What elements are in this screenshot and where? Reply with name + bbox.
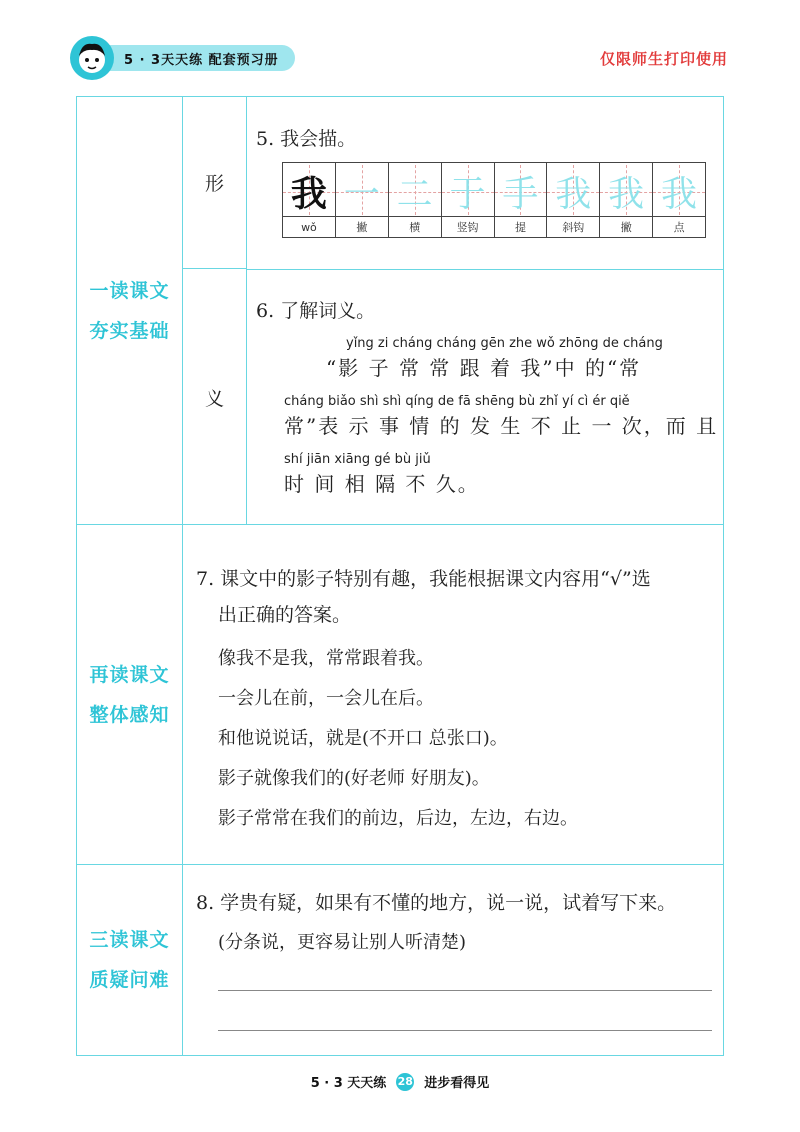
- stroke-label: 提: [495, 216, 547, 237]
- q7-line-2: 一会儿在前，一会儿在后。: [218, 688, 434, 709]
- stroke-cell[interactable]: [283, 163, 336, 237]
- mascot-icon: [70, 36, 114, 80]
- stroke-cell[interactable]: [495, 163, 548, 237]
- stroke-label: wǒ: [283, 216, 335, 237]
- section-one-line1: 一读课文: [89, 279, 170, 302]
- q7-line-3[interactable]: 和他说说话，就是(不开口 总张口)。: [218, 728, 508, 749]
- q7-line-5: 影子常常在我们的前边，后边，左边，右边。: [218, 808, 578, 829]
- stroke-cell[interactable]: [653, 163, 705, 237]
- section-one-line2: 夯实基础: [89, 319, 170, 342]
- stroke-char: 二: [396, 173, 433, 215]
- footer-left: 5 · 3 天天练: [310, 1076, 387, 1091]
- series-badge: 5 · 3天天练 配套预习册: [106, 45, 295, 71]
- stroke-char: 我: [290, 172, 327, 215]
- q6-pinyin-2: cháng biǎo shì shì qíng de fā shēng bù zhǐ yí cì ér qiě: [284, 394, 630, 409]
- q6-title: 6. 了解词义。: [256, 300, 376, 322]
- footer-right: 进步看得见: [424, 1076, 490, 1091]
- stroke-cell[interactable]: [600, 163, 653, 237]
- answer-line-2[interactable]: [218, 1030, 712, 1031]
- stroke-cell[interactable]: [547, 163, 600, 237]
- stroke-label: 横: [389, 216, 441, 237]
- section-three-label: [77, 865, 183, 1055]
- stroke-char: 于: [449, 173, 486, 215]
- q5-title: 5. 我会描。: [256, 128, 357, 150]
- stroke-cell[interactable]: [336, 163, 389, 237]
- stroke-char: 我: [661, 173, 698, 215]
- stroke-label: 竖钩: [442, 216, 494, 237]
- section-three-line1: 三读课文: [89, 929, 170, 951]
- q7-line-4[interactable]: 影子就像我们的(好老师 好朋友)。: [218, 768, 490, 789]
- answer-line-1[interactable]: [218, 990, 712, 991]
- stroke-cell[interactable]: [442, 163, 495, 237]
- section-two-label: [77, 525, 183, 864]
- page-number: 28: [396, 1073, 414, 1091]
- q6-hanzi-1: “影 子 常 常 跟 着 我”中 的“常: [326, 356, 642, 380]
- section-two-line2: 整体感知: [89, 703, 170, 726]
- section-one-label: [77, 97, 183, 524]
- xing-label: 形: [183, 97, 247, 269]
- stroke-grid: [282, 162, 706, 238]
- q6-hanzi-2: 常”表 示 事 情 的 发 生 不 止 一 次，而 且: [284, 414, 719, 438]
- yi-label: 义: [183, 269, 247, 525]
- q8-title: 8. 学贵有疑，如果有不懂的地方，说一说，试着写下来。: [196, 892, 677, 914]
- stroke-label: 撇: [600, 216, 652, 237]
- q6-hanzi-3: 时 间 相 隔 不 久。: [284, 472, 480, 496]
- inner-divider: [247, 269, 723, 270]
- stroke-char: 我: [608, 173, 645, 215]
- stroke-char: 手: [502, 173, 539, 215]
- q8-subtitle: (分条说，更容易让别人听清楚): [218, 932, 467, 953]
- header-badge: [70, 38, 295, 78]
- q7-title: 7. 课文中的影子特别有趣，我能根据课文内容用“√”选: [196, 568, 651, 590]
- stroke-label: 斜钩: [547, 216, 599, 237]
- q7-line-1: 像我不是我，常常跟着我。: [218, 648, 434, 669]
- section-three-line2: 质疑问难: [89, 969, 170, 991]
- stroke-label: 撇: [336, 216, 388, 237]
- q6-pinyin-1: yǐng zi cháng cháng gēn zhe wǒ zhōng de cháng: [346, 336, 663, 351]
- stroke-char: 我: [555, 173, 592, 215]
- q7-title-cont: 出正确的答案。: [218, 604, 352, 626]
- stroke-cell[interactable]: [389, 163, 442, 237]
- stroke-label: 点: [653, 216, 705, 237]
- page-footer: [0, 1072, 800, 1091]
- stroke-char: 一: [343, 173, 380, 215]
- print-notice: 仅限师生打印使用: [599, 50, 728, 68]
- section-two-line1: 再读课文: [89, 663, 170, 686]
- q6-pinyin-3: shí jiān xiāng gé bù jiǔ: [284, 452, 431, 467]
